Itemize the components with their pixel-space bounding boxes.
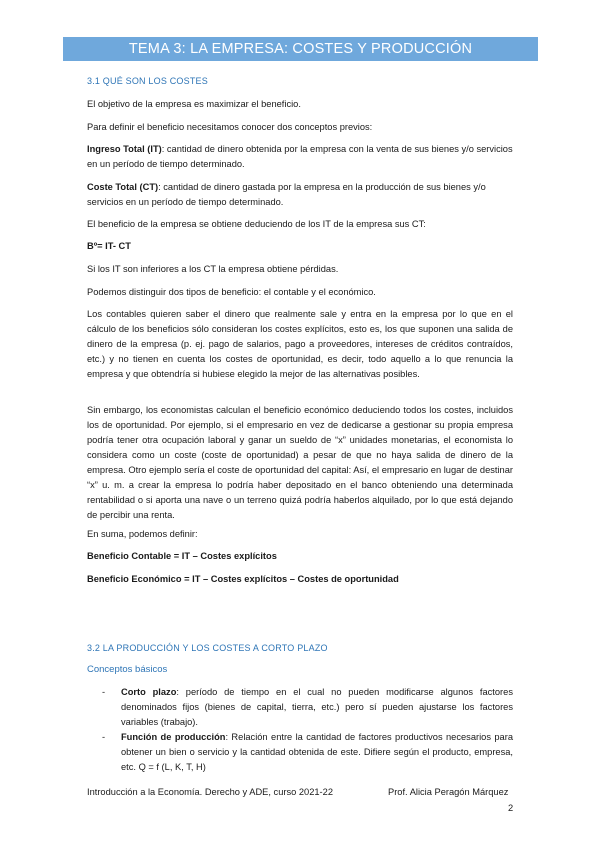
page-banner-title: TEMA 3: LA EMPRESA: COSTES Y PRODUCCIÓN: [63, 37, 538, 61]
def-corto-plazo: : período de tiempo en el cual no pueden modificarse algunos factores denominados fijos (bienes de capital, tierra, etc.) pero sí pueden ajustarse los factores variables (trabajo).: [121, 687, 513, 727]
bullet-dash: -: [102, 687, 106, 697]
list-item-text: [121, 685, 513, 730]
paragraph-tipos: Podemos distinguir dos tipos de beneficio: el contable y el económico.: [87, 287, 376, 297]
section-heading-costes: 3.1 QUÉ SON LOS COSTES: [87, 76, 208, 86]
formula-beneficio: Bº= IT- CT: [87, 241, 131, 251]
term-funcion-produccion: Función de producción: [121, 732, 226, 742]
paragraph-en-suma: En suma, podemos definir:: [87, 529, 198, 539]
page-number: 2: [508, 803, 514, 813]
formula-beneficio-economico: Beneficio Económico = IT – Costes explícitos – Costes de oportunidad: [87, 574, 399, 584]
def-coste-total: : cantidad de dinero gastada por la empresa en la producción de sus bienes y/o servicios en un período de tiempo determinado.: [87, 182, 486, 207]
term-coste-total: Coste Total (CT): [87, 182, 159, 192]
term-ingreso-total: Ingreso Total (IT): [87, 144, 162, 154]
paragraph-objetivo: El objetivo de la empresa es maximizar el beneficio.: [87, 99, 301, 109]
definition-ingreso-total: [87, 142, 513, 172]
def-funcion-produccion: : Relación entre la cantidad de factores productivos necesarios para obtener un bien o servicio y la cantidad obtenida de este. Difiere según el producto, empresa, etc. Q = f (L, K, T, H): [121, 732, 513, 772]
def-ingreso-total: : cantidad de dinero obtenida por la empresa con la venta de sus bienes y/o servicios en un período de tiempo determinado.: [87, 144, 513, 169]
paragraph-perdidas: Si los IT son inferiores a los CT la empresa obtiene pérdidas.: [87, 264, 339, 274]
paragraph-economistas: Sin embargo, los economistas calculan el beneficio económico deduciendo todos los costes, incluidos los de oportunidad. Por ejemplo, si el empresario en vez de dedicarse a gestionar su propia empresa podría tener otra ocupación laboral y ganar un sueldo de “x” unidades monetarias, el economista lo considera como un coste (coste de oportunidad) a pesar de que no haya salida de dinero de la empresa. Otro ejemplo sería el coste de oportunidad del capital: Así, el empresario en lugar de destinar “x” u. m. a crear la empresa lo podría haber depositado en el banco obteniendo una determinada rentabilidad o si aporta una nave o un terreno quizá podría haberlos alquilado, por lo que está dejando de percibir una renta.: [87, 405, 513, 520]
footer-author: Prof. Alicia Peragón Márquez: [388, 787, 509, 797]
definition-coste-total: [87, 180, 513, 210]
footer-course: Introducción a la Economía. Derecho y ADE, curso 2021-22: [87, 787, 333, 797]
section-heading-produccion: 3.2 LA PRODUCCIÓN Y LOS COSTES A CORTO PLAZO: [87, 643, 328, 653]
paragraph-contables: Los contables quieren saber el dinero que realmente sale y entra en la empresa por lo que en el cálculo de los beneficios sólo consideran los costes explícitos, esto es, los que suponen una salida de dinero de la empresa (p. ej. pago de salarios, pago a proveedores, intereses de créditos contraídos, etc.) y no tienen en cuenta los costes de oportunidad, es decir, todo aquello a lo que renuncia la empresa y que obtendría si hubiese elegido la mejor de las alternativas posibles.: [87, 309, 513, 379]
term-corto-plazo: Corto plazo: [121, 687, 177, 697]
formula-beneficio-contable: Beneficio Contable = IT – Costes explícitos: [87, 551, 277, 561]
list-item-text: [121, 730, 513, 775]
paragraph-beneficio: El beneficio de la empresa se obtiene deduciendo de los IT de la empresa sus CT:: [87, 219, 426, 229]
subheading-conceptos: Conceptos básicos: [87, 664, 168, 675]
paragraph-definir: Para definir el beneficio necesitamos conocer dos conceptos previos:: [87, 122, 373, 132]
bullet-dash: -: [102, 732, 106, 742]
